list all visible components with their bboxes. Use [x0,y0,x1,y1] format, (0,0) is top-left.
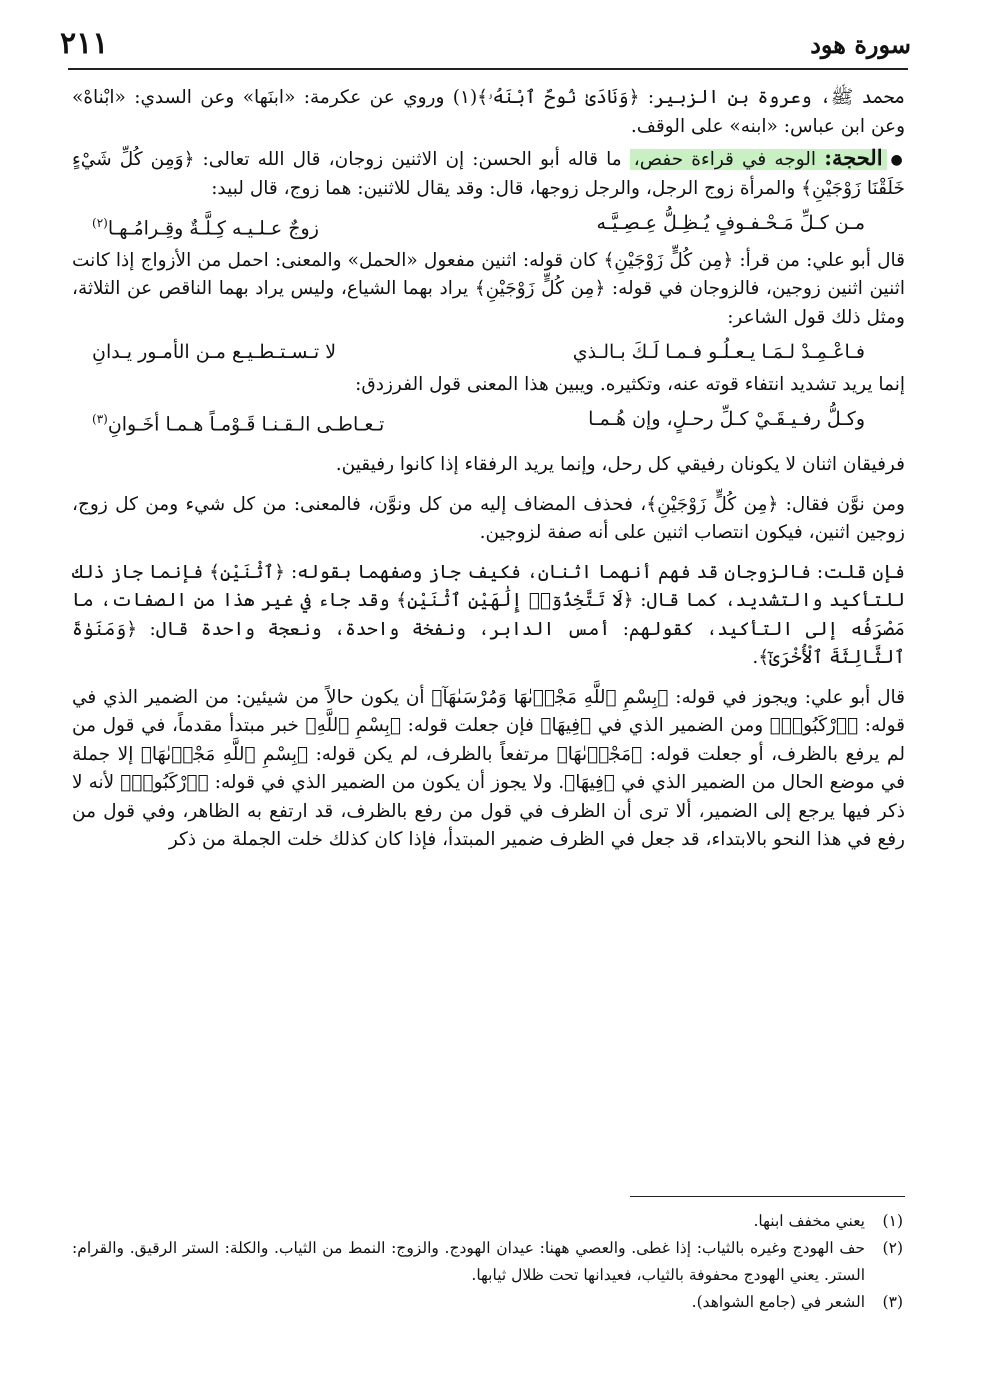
footnotes [72,1208,903,1316]
footnote [72,1289,903,1316]
hujja-text: ما قاله أبو الحسن: إن الاثنين زوجان، قال الله تعالى: ﴿وَمِن كُلِّ شَيْءٍ خَلَقْنَا زَوْجَيْنِ﴾ والمرأة زوج الرجل، والرجل زوجها، قال: وقد يقال للاثنين: هما زوج، قال لبيد: [72,149,905,199]
page-header [60,22,911,66]
surah-title: سورة هود [810,30,911,59]
verse-hemistich-text: تـعـاطـى الـقـنـا قَـوْمـاً هـمـا أخَـوانِ [107,413,385,436]
footnote-number: (٢) [882,1239,903,1257]
paragraph: محمد ﷺ، وعروة بن الزبير: ﴿وَنَادَىٰ نُوحٌ ٱبْنَهُۥ﴾(١) وروي عن عكرمة: «ابنَها» وعن السدي: «ابْناهْ» وعن ابن عباس: «ابنه» على الوقف. [72,87,906,137]
footnote-number: (١) [882,1212,903,1230]
paragraph: فرفيقان اثنان لا يكونان رفيقي كل رحل، وإنما يريد الرفقاء إذا كانوا رفيقين. [335,454,905,476]
footnote [72,1235,903,1289]
bullet-icon: ● [890,152,905,168]
footnote [72,1208,903,1235]
highlighted-heading [630,145,887,170]
verse-hemistich: وكـلُّ رفـيـقَـيْ كـلِّ رحـلٍ، وإن هُـمـا [588,408,865,431]
footnote-ref: (٢) [92,216,108,230]
footnote-text: الشعر في (جامع الشواهد). [691,1293,865,1311]
paragraph: فإن قلت: فالزوجان قد فهم أنهما اثنان، فكيف جاز وصفهما بقوله: ﴿ٱثْنَيْنِ﴾ فإنما جاز ذلك للتأكيد والتشديد، كما قال: ﴿لَا تَتَّخِذُوٓا۟ إِلَٰهَيْنِ ٱثْنَيْنِ﴾ وقد جاء في غير هذا من الصفات، ما مَصْرَفُه إلى التأكيد، كقولهم: أمس الدابر، ونفخة واحدة، ونعجة واحدة قال: ﴿وَمَنَوٰةَ ٱلثَّالِثَةَ ٱلْأُخْرَىٰٓ﴾. [72,561,905,669]
verse-hemistich: فـاعْـمِـدْ لـمَـا يـعـلُـو فـمـا لَـكَ بـالـذي [572,341,865,364]
footnote-rule [630,1196,905,1197]
hujja-highlight-text: الوجه في قراءة حفص، [633,149,825,170]
poem-verse [72,209,905,243]
verse-hemistich [92,405,384,439]
poem-verse [72,338,905,367]
verse-hemistich [92,209,319,243]
paragraph: ومن نوَّن فقال: ﴿مِن كُلٍّ زَوْجَيْنِ﴾، فحذف المضاف إليه من كل ونوَّن، فالمعنى: من كل شيء ومن كل زوج، زوجين اثنين، فيكون انتصاب اثنين على أنه صفة لزوجين. [72,493,905,544]
footnote-text: حف الهودج وغيره بالثياب: إذا غطى. والعصي ههنا: عيدان الهودج. والزوج: النمط من الثياب. والكلة: الستر الرقيق. والقرام: الستر. يعني الهودج محفوفة بالثياب، فعيدانها تحت ظلال ثيابها. [72,1239,865,1284]
hujja-label: الحجة: [824,145,883,170]
verse-hemistich: لا تـسـتـطـيـع مـن الأمـور يـدانِ [92,341,337,364]
footnote-number: (٣) [882,1293,903,1311]
page-number: ٢١١ [60,26,109,61]
hujja-paragraph [72,144,905,203]
verse-hemistich: مـن كـلِّ مَـحْـفـوفٍ يُـظِـلُّ عِـصِـيَّـه [596,212,865,234]
paragraph: قال أبو علي: من قرأ: ﴿مِن كُلٍّ زَوْجَيْنِ﴾ كان قوله: اثنين مفعول «الحمل» والمعنى: احمل من الأزواج إذا كانت اثنين اثنين زوجين، فالزوجان في قوله: ﴿مِن كُلٍّ زَوْجَيْنِ﴾ يراد بهما الشياع، وليس يراد بهما الناقص عن الثلاثة، ومثل ذلك قول الشاعر: [72,249,905,328]
footnote-text: يعني مخفف ابنها. [753,1212,865,1230]
main-text [72,84,905,858]
verse-hemistich-text: زوجٌ عـلـيـه كِـلَّـةٌ وقِـرامُـهـا [107,217,319,240]
footnote-ref: (٣) [92,412,108,427]
poem-verse [72,405,905,439]
paragraph: إنما يريد تشديد انتفاء قوته عنه، وتكثيره. ويبين هذا المعنى قول الفرزدق: [355,373,905,395]
paragraph: قال أبو علي: ويجوز في قوله: ﴿بِسْمِ ٱللَّهِ مَجْر۪ىٰهَا وَمُرْسَىٰهَآ﴾ أن يكون حالاً من شيئين: من الضمير الذي في قوله: ﴿ٱرْكَبُوا۟﴾ ومن الضمير الذي في ﴿فِيهَا﴾ فإن جعلت قوله: ﴿بِسْمِ ٱللَّهِ﴾ خبر مبتدأ مقدماً، في قول من لم يرفع بالظرف، أو جعلت قوله: ﴿مَجْر۪ىٰهَا﴾ مرتفعاً بالظرف، لم يكن قوله: ﴿بِسْمِ ٱللَّهِ مَجْر۪ىٰهَا﴾ إلا جملة في موضع الحال من الضمير الذي في ﴿فِيهَا﴾. ولا يجوز أن يكون من الضمير الذي في قوله: ﴿ٱرْكَبُوا۟﴾ لأنه لا ذكر فيها يرجع إلى الضمير، ألا ترى أن الظرف في قول من رفع بالظرف، قد ارتفع به الظاهر، وفي قول من رفع في هذا النحو بالابتداء، قد جعل في الظرف ضمير المبتدأ، فإذا كان كذلك خلت الجملة من ذكر [72,686,905,851]
header-rule [68,68,908,70]
